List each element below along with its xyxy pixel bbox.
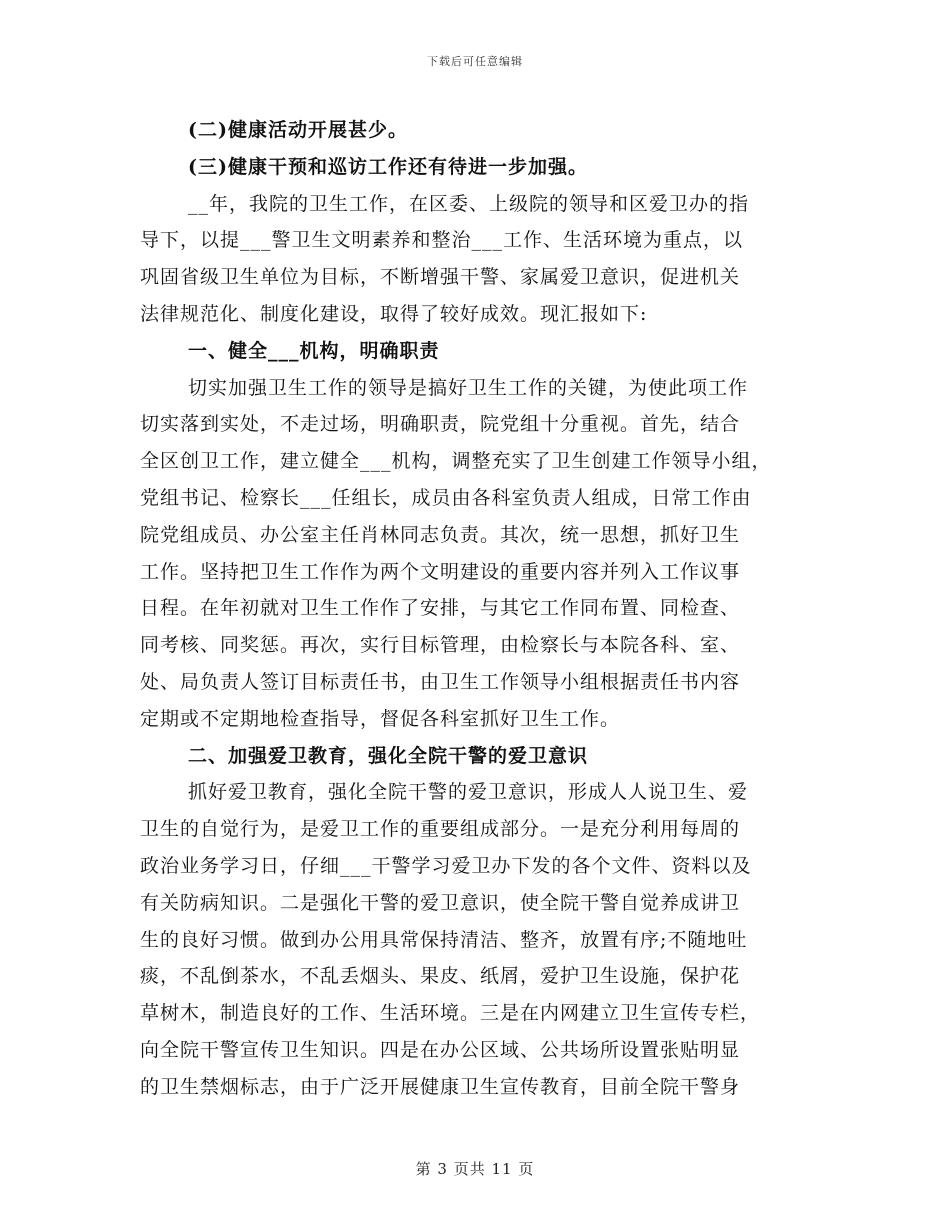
section-heading: 二、加强爱卫教育，强化全院干警的爱卫意识	[188, 744, 589, 767]
paragraph-line: 处、局负责人签订目标责任书，由卫生工作领导小组根据责任书内容	[140, 670, 741, 693]
paragraph-line: 有关防病知识。二是强化干警的爱卫意识，使全院干警自觉养成讲卫	[140, 891, 741, 914]
paragraph-line: 痰，不乱倒茶水，不乱丢烟头、果皮、纸屑，爱护卫生设施，保护花	[140, 965, 741, 988]
page-header: 下载后可任意编辑	[427, 55, 523, 68]
subheading-line: (三)健康干预和巡访工作还有待进一步加强。	[188, 155, 588, 178]
paragraph-line: 切实加强卫生工作的领导是搞好卫生工作的关键，为使此项工作	[188, 376, 749, 399]
section-heading: 一、健全___机构，明确职责	[188, 339, 440, 362]
paragraph-line: 院党组成员、办公室主任肖林同志负责。其次，统一思想，抓好卫生	[140, 523, 741, 546]
paragraph-line: 的卫生禁烟标志，由于广泛开展健康卫生宣传教育，目前全院干警身	[140, 1075, 741, 1098]
paragraph-line: 日程。在年初就对卫生工作作了安排，与其它工作同布置、同检查、	[140, 597, 741, 620]
paragraph-line: 导下，以提___警卫生文明素养和整治___工作、生活环境为重点，以	[140, 229, 744, 252]
paragraph-line: 法律规范化、制度化建设，取得了较好成效。现汇报如下:	[140, 302, 648, 325]
paragraph-line: 草树木，制造良好的工作、生活环境。三是在内网建立卫生宣传专栏，	[140, 1002, 761, 1025]
paragraph-line: 卫生的自觉行为，是爱卫工作的重要组成部分。一是充分利用每周的	[140, 818, 741, 841]
paragraph-line: 党组书记、检察长___任组长，成员由各科室负责人组成，日常工作由	[140, 486, 752, 509]
paragraph-line: 同考核、同奖惩。再次，实行目标管理，由检察长与本院各科、室、	[140, 634, 741, 657]
paragraph-line: 切实落到实处，不走过场，明确职责，院党组十分重视。首先，结合	[140, 413, 741, 436]
paragraph-line: 政治业务学习日，仔细___干警学习爱卫办下发的各个文件、资料以及	[140, 854, 752, 877]
paragraph-line: __年，我院的卫生工作，在区委、上级院的领导和区爱卫办的指	[188, 192, 750, 215]
paragraph-line: 向全院干警宣传卫生知识。四是在办公区域、公共场所设置张贴明显	[140, 1038, 741, 1061]
subheading-line: (二)健康活动开展甚少。	[188, 119, 408, 141]
paragraph-line: 定期或不定期地检查指导，督促各科室抓好卫生工作。	[140, 707, 621, 730]
paragraph-line: 抓好爱卫教育，强化全院干警的爱卫意识，形成人人说卫生、爱	[188, 781, 749, 804]
paragraph-line: 巩固省级卫生单位为目标，不断增强干警、家属爱卫意识，促进机关	[140, 266, 741, 289]
paragraph-line: 工作。坚持把卫生工作作为两个文明建设的重要内容并列入工作议事	[140, 560, 741, 583]
page-footer: 第 3 页共 11 页	[415, 1160, 535, 1178]
paragraph-line: 全区创卫工作，建立健全___机构，调整充实了卫生创建工作领导小组，	[140, 450, 772, 473]
document-body	[140, 112, 812, 1106]
paragraph-line: 生的良好习惯。做到办公用具常保持清洁、整齐，放置有序;不随地吐	[140, 928, 748, 951]
